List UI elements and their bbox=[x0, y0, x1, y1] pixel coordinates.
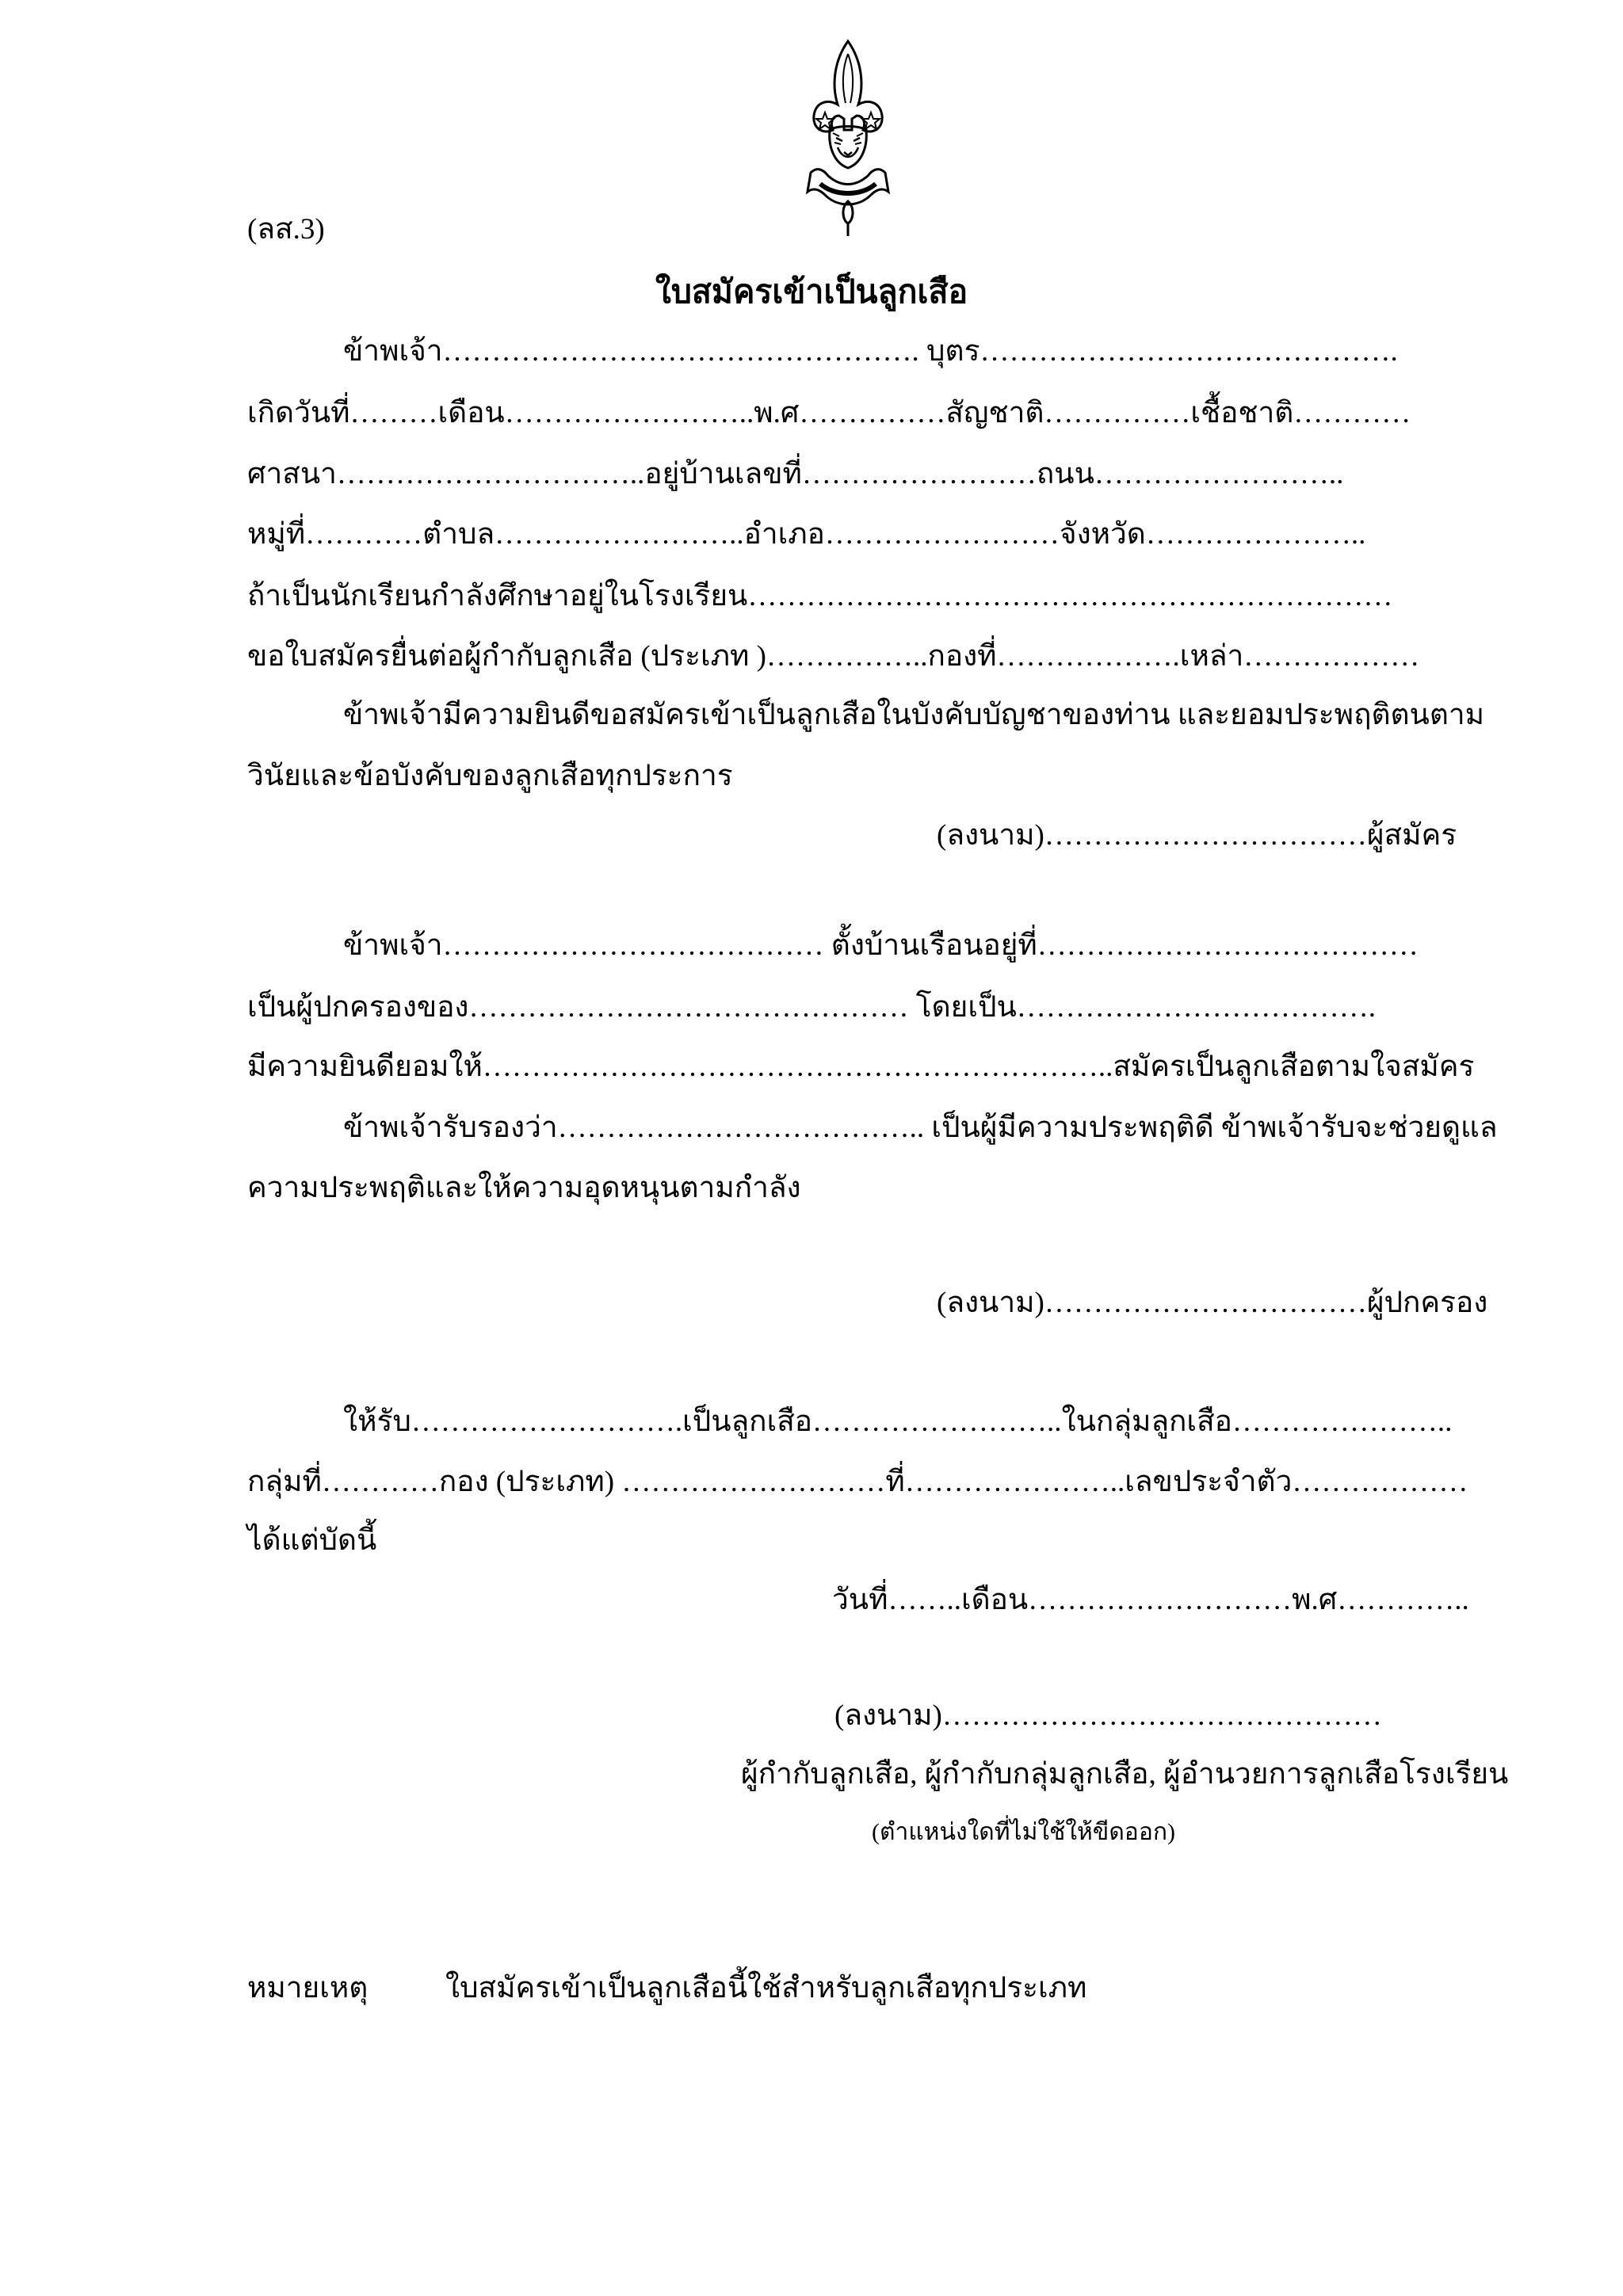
guardian-signature: (ลงนาม)……………………………ผู้ปกครอง bbox=[937, 1287, 1488, 1319]
applicant-declaration-line-2: วินัยและข้อบังคับของลูกเสือทุกประการ bbox=[247, 760, 733, 792]
leader-signature: (ลงนาม)……………………………………… bbox=[834, 1699, 1382, 1732]
guardian-name-line: ข้าพเจ้า………………………………… ตั้งบ้านเรือนอยู่ที่………………………………… bbox=[343, 929, 1419, 962]
scout-emblem-icon bbox=[796, 36, 899, 242]
applicant-submit-line: ขอใบสมัครยื่นต่อผู้กำกับลูกเสือ (ประเภท )……………..กองที่……………….เหล่า……………… bbox=[247, 640, 1420, 673]
applicant-signature: (ลงนาม)……………………………ผู้สมัคร bbox=[937, 819, 1457, 852]
approval-effective-line: ได้แต่บัดนี้ bbox=[247, 1524, 377, 1557]
guardian-relation-line: เป็นผู้ปกครองของ……………………………………… โดยเป็น………………………………. bbox=[247, 991, 1376, 1024]
form-title: ใบสมัครเข้าเป็นลูกเสือ bbox=[655, 273, 968, 310]
applicant-name-line: ข้าพเจ้า…………………………………………. บุตร……………………………………. bbox=[343, 335, 1398, 368]
note-label: หมายเหตุ bbox=[247, 1972, 369, 2004]
note-text: ใบสมัครเข้าเป็นลูกเสือนี้ใช้สำหรับลูกเสือทุกประเภท bbox=[445, 1972, 1087, 2004]
applicant-village-district-line: หมู่ที่…………ตำบล……………………..อำเภอ……………………จังหวัด………………….. bbox=[247, 518, 1366, 551]
applicant-declaration-line: ข้าพเจ้ามีความยินดีขอสมัครเข้าเป็นลูกเสือในบังคับบัญชาของท่าน และยอมประพฤติตนตาม bbox=[343, 699, 1485, 731]
applicant-religion-address-line: ศาสนา…………………………..อยู่บ้านเลขที่……………………ถนน…………………….. bbox=[247, 458, 1344, 490]
approval-accept-line: ให้รับ……………………….เป็นลูกเสือ……………………..ในกลุ่มลูกเสือ………………….. bbox=[343, 1405, 1453, 1438]
leader-positions: ผู้กำกับลูกเสือ, ผู้กำกับกลุ่มลูกเสือ, ผู้อำนวยการลูกเสือโรงเรียน bbox=[741, 1758, 1509, 1791]
approval-group-line: กลุ่มที่…………กอง (ประเภท) ………………………ที่…………………..เลขประจำตัว……………… bbox=[247, 1466, 1468, 1498]
guardian-certify-line: ข้าพเจ้ารับรองว่า……………………………….. เป็นผู้มีความประพฤติดี ข้าพเจ้ารับจะช่วยดูแล bbox=[343, 1112, 1498, 1144]
applicant-birth-line: เกิดวันที่………เดือน……………………..พ.ศ……………สัญชาติ……………เชื้อชาติ………… bbox=[247, 397, 1411, 429]
approval-date-line: วันที่……..เดือน………………………พ.ศ………….. bbox=[832, 1584, 1469, 1616]
applicant-school-line: ถ้าเป็นนักเรียนกำลังศึกษาอยู่ในโรงเรียน………………………………………………………… bbox=[247, 580, 1393, 612]
form-code: (ลส.3) bbox=[247, 213, 325, 246]
guardian-certify-line-2: ความประพฤติและให้ความอุดหนุนตามกำลัง bbox=[247, 1172, 801, 1204]
guardian-consent-line: มีความยินดียอมให้………………………………………………………..สมัครเป็นลูกเสือตามใจสมัคร bbox=[247, 1051, 1475, 1083]
cross-out-note: (ตำแหน่งใดที่ไม่ใช้ให้ขีดออก) bbox=[872, 1819, 1175, 1845]
